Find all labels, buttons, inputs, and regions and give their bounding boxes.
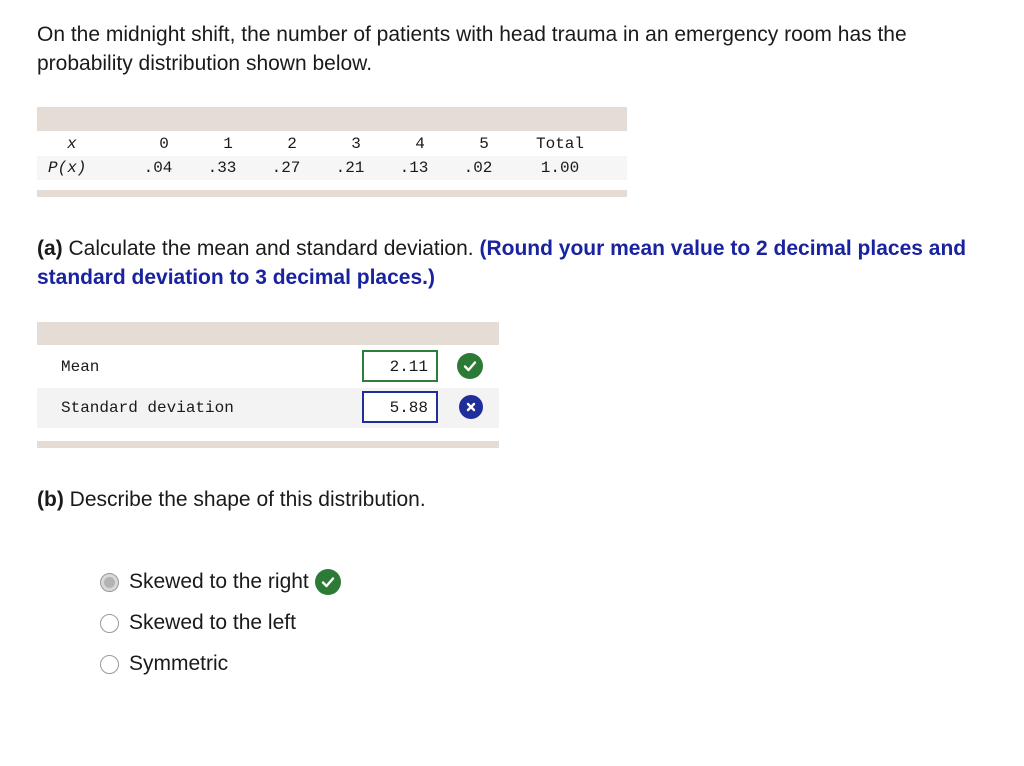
- option-symmetric[interactable]: [100, 649, 228, 679]
- distribution-table-footer-band: [37, 190, 627, 197]
- x-total: Total: [535, 135, 584, 153]
- correct-check-icon: [315, 569, 341, 595]
- part-b-text: Describe the shape of this distribution.: [69, 488, 426, 511]
- p-value: .04: [143, 159, 173, 177]
- option-skewed-right[interactable]: [100, 567, 341, 597]
- p-total: 1.00: [540, 159, 580, 177]
- p-value: .27: [271, 159, 301, 177]
- p-value: .21: [335, 159, 365, 177]
- part-a-question: [37, 234, 1007, 292]
- standard-deviation-row: [37, 388, 499, 428]
- answer-table-header-band: [37, 322, 499, 345]
- x-value: 0: [159, 135, 169, 153]
- x-value: 5: [479, 135, 489, 153]
- mean-input[interactable]: 2.11: [362, 350, 438, 382]
- x-value: 2: [287, 135, 297, 153]
- x-value: 4: [415, 135, 425, 153]
- p-value: .33: [207, 159, 237, 177]
- radio-button[interactable]: [100, 614, 119, 633]
- p-label: P(x): [48, 159, 87, 177]
- radio-button[interactable]: [100, 655, 119, 674]
- part-b-prefix: (b): [37, 488, 64, 511]
- x-value: 1: [223, 135, 233, 153]
- x-value: 3: [351, 135, 361, 153]
- option-label: Skewed to the right: [129, 570, 309, 593]
- mean-label: Mean: [61, 358, 100, 376]
- radio-button-selected[interactable]: [100, 573, 119, 592]
- option-label: Skewed to the left: [129, 611, 296, 634]
- part-a-text: Calculate the mean and standard deviation.: [68, 237, 474, 260]
- mean-row: [37, 347, 499, 387]
- part-a-prefix: (a): [37, 237, 63, 260]
- standard-deviation-label: Standard deviation: [61, 399, 234, 417]
- p-value: .13: [399, 159, 429, 177]
- distribution-p-row: [37, 156, 627, 180]
- part-b-question: [37, 485, 1007, 514]
- p-value: .02: [463, 159, 493, 177]
- x-label: x: [67, 135, 77, 153]
- question-intro: On the midnight shift, the number of patients with head trauma in an emergency room has the probability distribution shown below.: [37, 23, 907, 75]
- option-skewed-left[interactable]: [100, 608, 296, 638]
- option-label: Symmetric: [129, 652, 229, 675]
- incorrect-x-icon: [459, 395, 483, 419]
- answer-table-footer-band: [37, 441, 499, 448]
- distribution-x-row: [37, 132, 627, 156]
- distribution-table-header-band: [37, 107, 627, 131]
- correct-check-icon: [457, 353, 483, 379]
- part-a-hint: (Round your mean value to 2 decimal places and standard deviation to 3 decimal places.): [37, 237, 967, 289]
- standard-deviation-input[interactable]: 5.88: [362, 391, 438, 423]
